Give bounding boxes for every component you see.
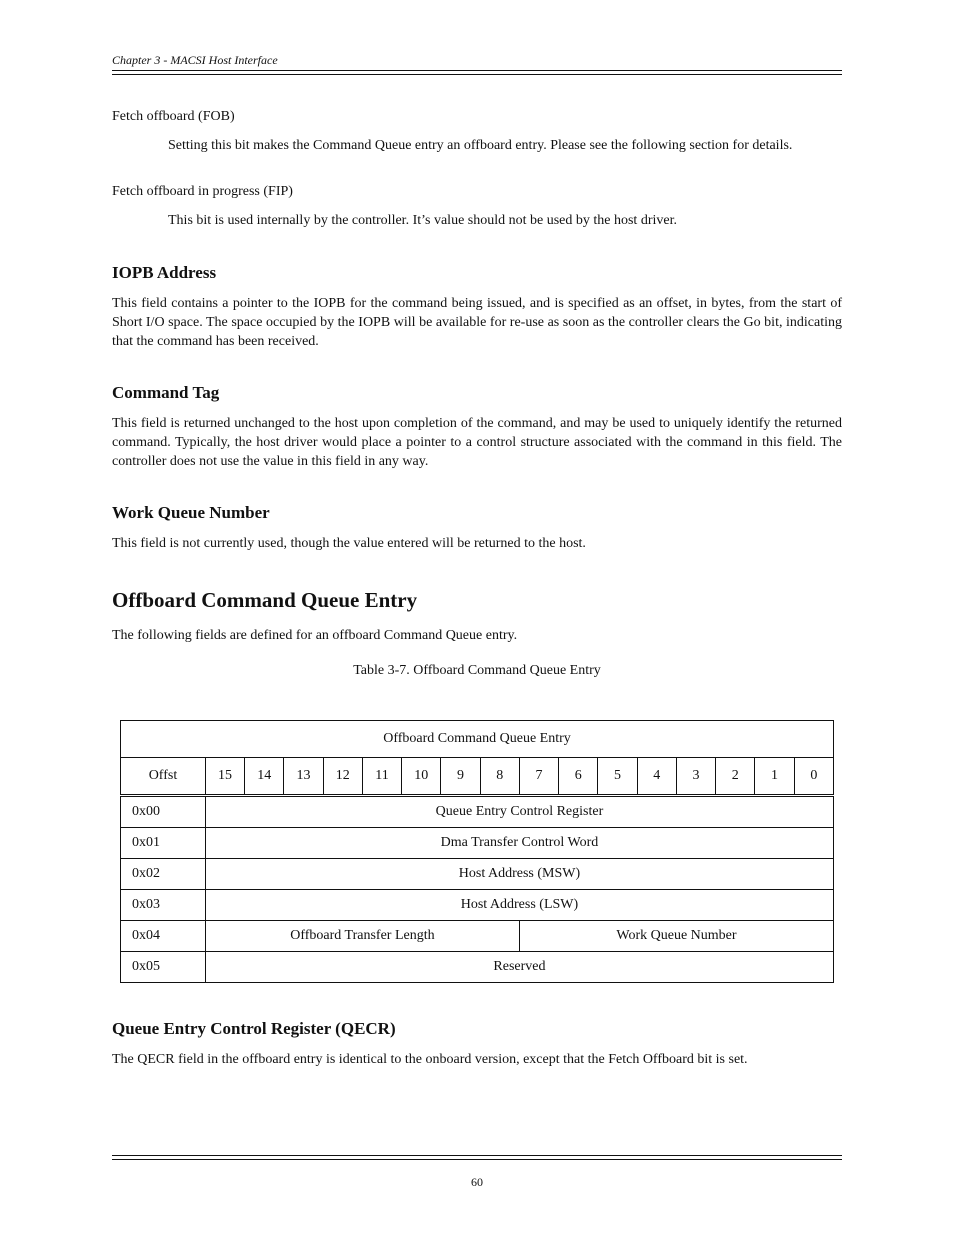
table-row <box>121 952 834 983</box>
row-field: Host Address (MSW) <box>205 859 833 890</box>
row-field: Queue Entry Control Register <box>205 796 833 828</box>
fob-term: Fetch offboard (FOB) <box>112 109 235 124</box>
running-header: Chapter 3 - MACSI Host Interface <box>112 53 278 67</box>
row-offset: 0x02 <box>121 859 206 890</box>
row-offset: 0x04 <box>121 921 206 952</box>
bit-13: 13 <box>284 758 323 796</box>
iopb-body: This field contains a pointer to the IOPB for the command being issued, and is specified as an offset, in bytes, from the start of Short I/O space. The space occupied by the IOPB will be available for re-use as soon as the controller clears the Go bit, indicating that the command has been received. <box>112 296 842 349</box>
table-caption: Table 3-7. Offboard Command Queue Entry <box>353 663 601 678</box>
bit-5: 5 <box>598 758 637 796</box>
row-field: Host Address (LSW) <box>205 890 833 921</box>
table-row <box>121 859 834 890</box>
offboard-heading: Offboard Command Queue Entry <box>112 588 418 612</box>
offboard-intro: The following fields are defined for an offboard Command Queue entry. <box>112 628 518 643</box>
row-field-high: Offboard Transfer Length <box>205 921 519 952</box>
table-title: Offboard Command Queue Entry <box>121 721 834 758</box>
row-field: Reserved <box>205 952 833 983</box>
table-row <box>121 921 834 952</box>
qecr-heading: Queue Entry Control Register (QECR) <box>112 1019 396 1038</box>
qecr-body: The QECR field in the offboard entry is identical to the onboard version, except that the Fetch Offboard bit is set. <box>112 1052 748 1067</box>
table-row <box>121 796 834 828</box>
bit-7: 7 <box>519 758 558 796</box>
row-offset: 0x01 <box>121 828 206 859</box>
bit-15: 15 <box>205 758 244 796</box>
command-tag-body: This field is returned unchanged to the host upon completion of the command, and may be used to uniquely identify the returned command. Typically, the host driver would place a pointer to a control structure associated with the command in this field. The controller does not use the value in this field in any way. <box>112 416 842 469</box>
bit-2: 2 <box>716 758 755 796</box>
bit-10: 10 <box>402 758 441 796</box>
bit-0: 0 <box>794 758 833 796</box>
bit-9: 9 <box>441 758 480 796</box>
row-offset: 0x05 <box>121 952 206 983</box>
row-offset: 0x03 <box>121 890 206 921</box>
offboard-queue-table <box>120 720 834 983</box>
table-title-row <box>121 721 834 758</box>
iopb-heading: IOPB Address <box>112 263 217 282</box>
work-queue-heading: Work Queue Number <box>112 503 270 522</box>
bit-4: 4 <box>637 758 676 796</box>
work-queue-body: This field is not currently used, though the value entered will be returned to the host. <box>112 536 586 551</box>
bit-8: 8 <box>480 758 519 796</box>
bit-14: 14 <box>245 758 284 796</box>
row-offset: 0x00 <box>121 796 206 828</box>
fob-definition: Setting this bit makes the Command Queue entry an offboard entry. Please see the following section for details. <box>168 138 793 153</box>
footer-rule-secondary <box>112 1159 842 1160</box>
table-bit-header-row <box>121 758 834 796</box>
offset-header: Offst <box>121 758 206 796</box>
fip-term: Fetch offboard in progress (FIP) <box>112 184 293 199</box>
command-tag-heading: Command Tag <box>112 383 220 402</box>
row-field: Dma Transfer Control Word <box>205 828 833 859</box>
bit-11: 11 <box>362 758 401 796</box>
row-field-low: Work Queue Number <box>519 921 833 952</box>
bit-6: 6 <box>559 758 598 796</box>
footer-rule <box>112 1155 842 1156</box>
bit-3: 3 <box>676 758 715 796</box>
page-number: 60 <box>471 1175 483 1189</box>
table-row <box>121 828 834 859</box>
header-rule-secondary <box>112 74 842 75</box>
bit-1: 1 <box>755 758 794 796</box>
header-rule <box>112 70 842 71</box>
fip-definition: This bit is used internally by the controller. It’s value should not be used by the host driver. <box>168 213 677 228</box>
bit-12: 12 <box>323 758 362 796</box>
table-row <box>121 890 834 921</box>
